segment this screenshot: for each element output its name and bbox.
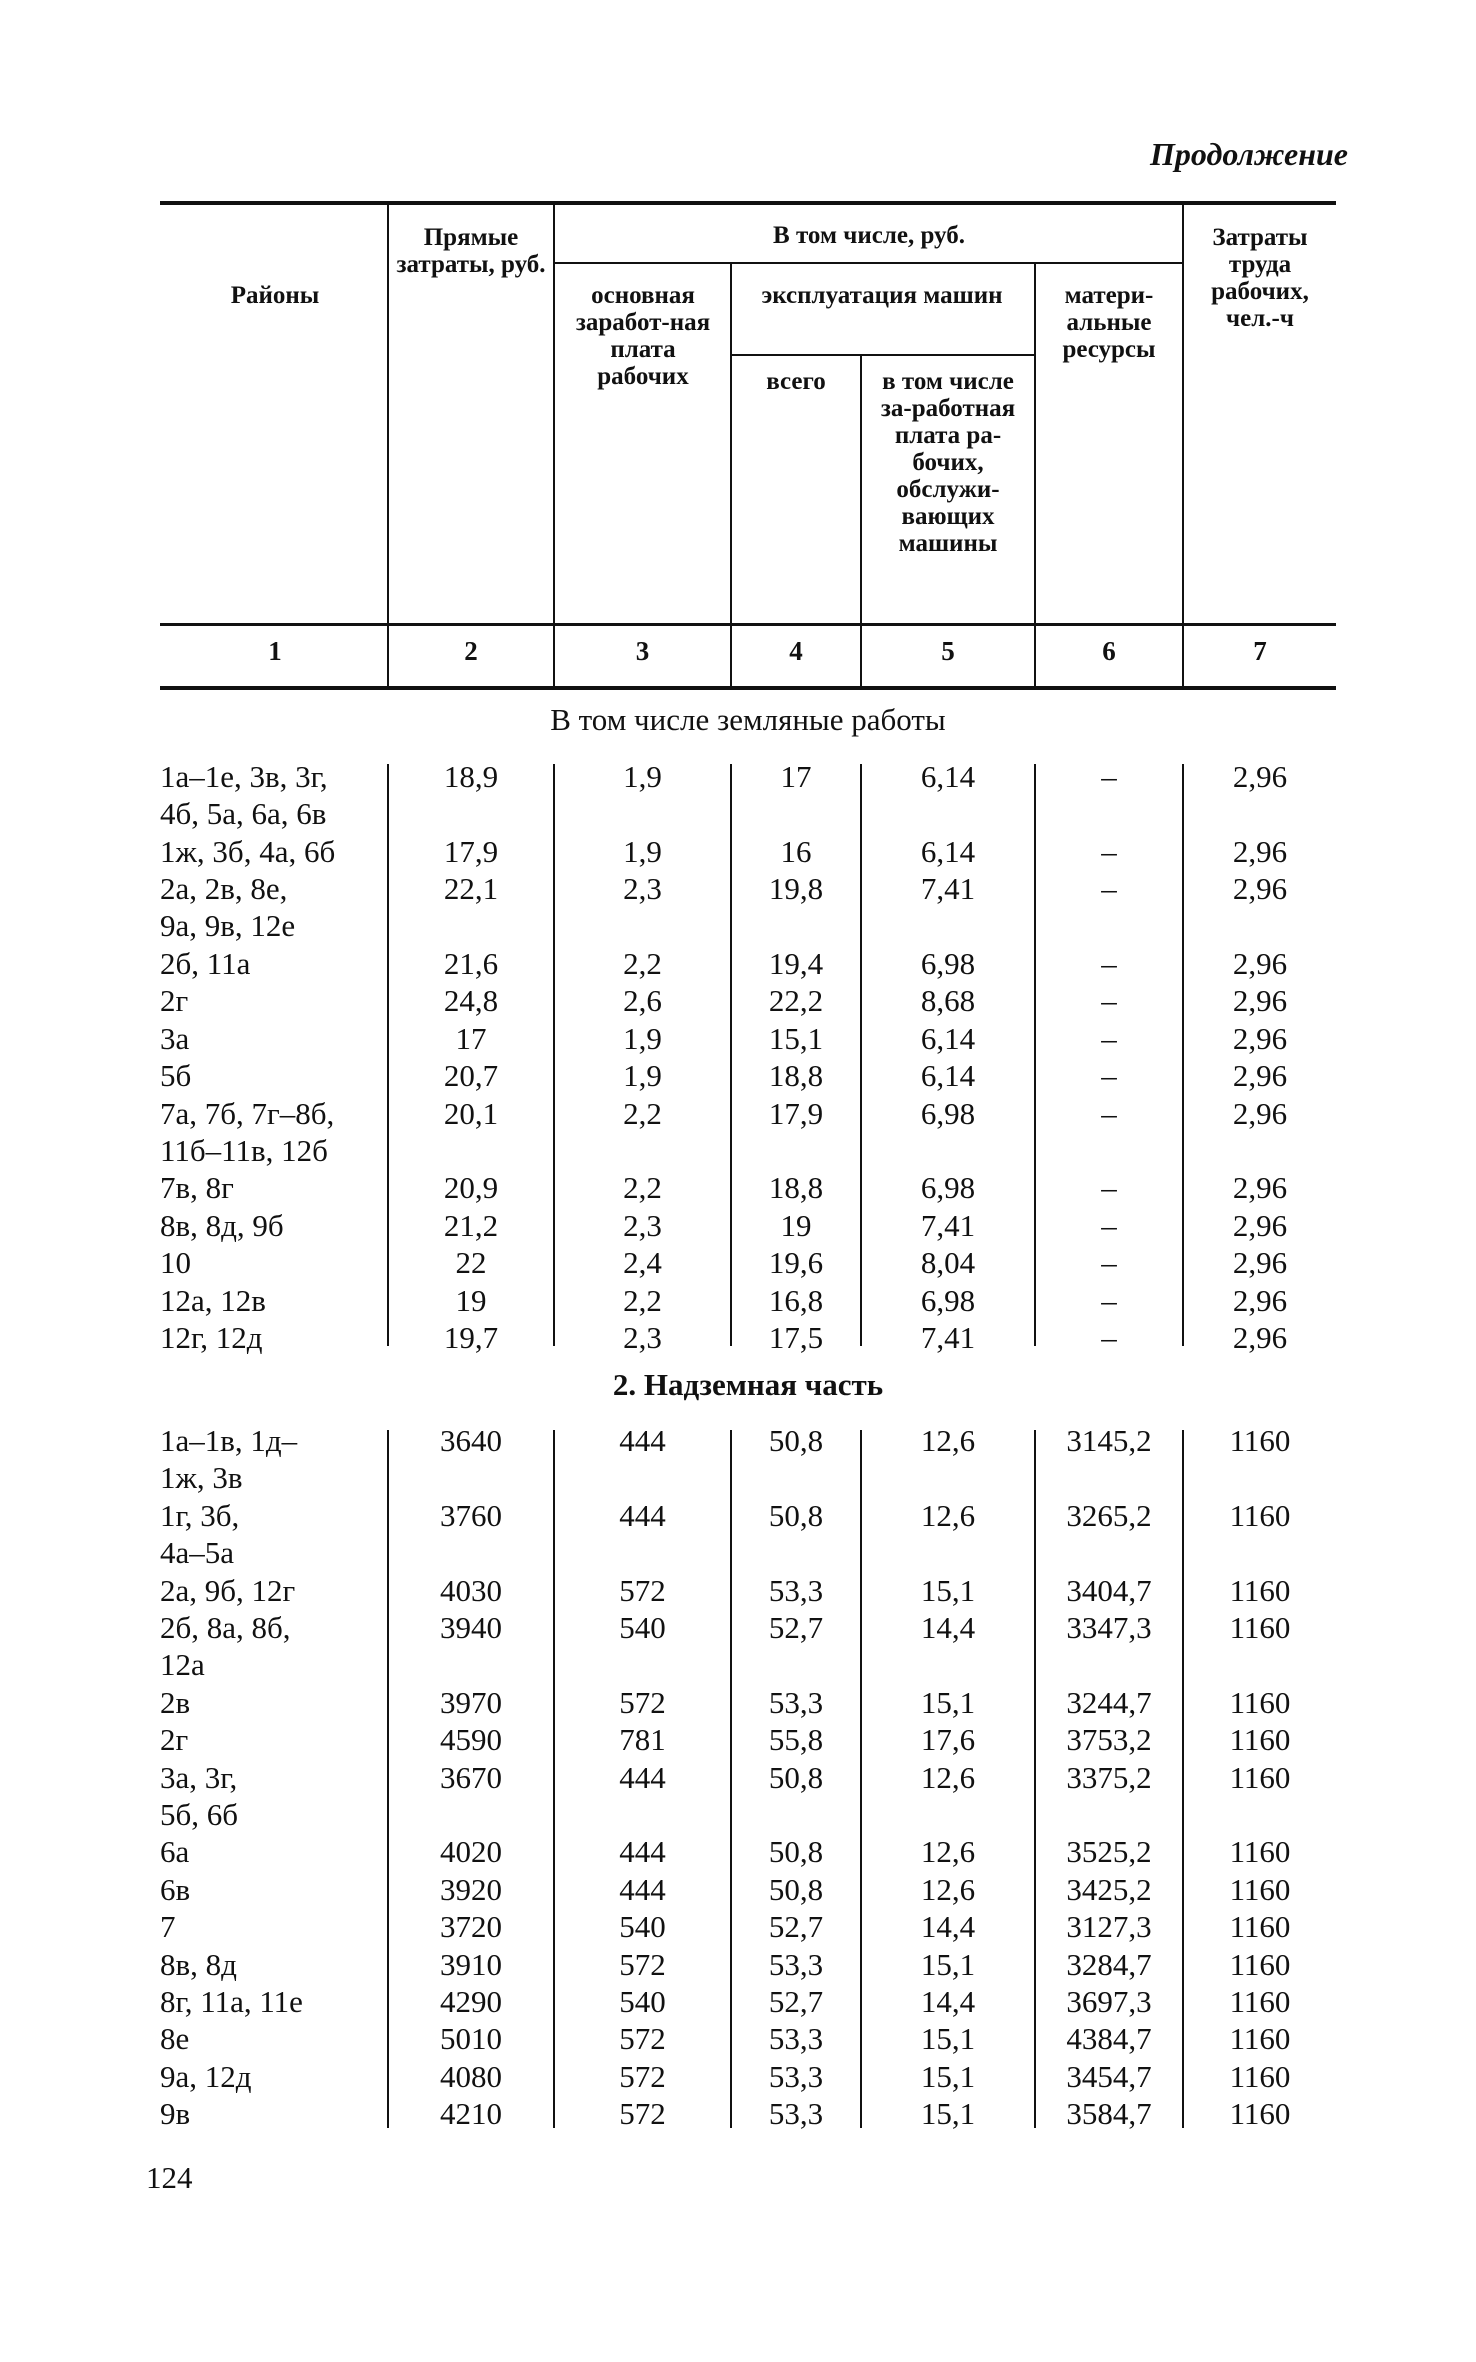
cell-materials: –	[1101, 1095, 1117, 1131]
cell-materials: 3265,2	[1066, 1497, 1152, 1533]
cell-district: 12а, 12в	[160, 1282, 266, 1318]
cell-district: 9а, 12д	[160, 2058, 252, 2094]
continuation-label: Продолжение	[1150, 136, 1348, 172]
cell-district: 7в, 8г	[160, 1170, 234, 1206]
cell-materials: 3697,3	[1066, 1984, 1152, 2019]
cell-materials: 3425,2	[1066, 1871, 1152, 1907]
cell-machine-total: 19,8	[768, 871, 824, 907]
cell-basic-wages: 2,2	[623, 946, 662, 981]
cell-materials: –	[1101, 1207, 1117, 1243]
cell-district: 2г	[160, 1722, 189, 1758]
cell-direct-costs: 3910	[440, 1946, 502, 1982]
cell-district: 8в, 8д	[160, 1946, 237, 1982]
cell-direct-costs: 20,1	[443, 1095, 499, 1131]
cell-basic-wages: 2,3	[623, 1320, 662, 1355]
cell-labor: 1160	[1229, 2021, 1291, 2057]
cell-labor: 1160	[1229, 1497, 1291, 1533]
cell-direct-costs: 4290	[440, 1984, 502, 2019]
cell-basic-wages: 572	[619, 1946, 666, 1982]
cell-materials: 3404,7	[1066, 1572, 1152, 1608]
cell-labor: 2,96	[1232, 1058, 1288, 1094]
cell-direct-costs: 3940	[440, 1610, 502, 1645]
cell-machine-total: 53,3	[768, 1572, 824, 1608]
header-including-wages: в том числе за-работная плата ра-бочих, обслужи-вающих машины	[880, 368, 1016, 557]
cell-labor: 1160	[1229, 1423, 1291, 1458]
cell-district: 5б	[160, 1058, 192, 1094]
cell-materials: –	[1101, 1020, 1117, 1056]
cell-district: 2а, 2в, 8е, 9а, 9в, 12е	[160, 871, 296, 944]
cell-basic-wages: 540	[619, 1984, 666, 2019]
cell-machine-total: 19,4	[768, 946, 824, 981]
cell-materials: 3584,7	[1066, 2096, 1152, 2132]
cell-labor: 2,96	[1232, 871, 1288, 907]
cell-labor: 2,96	[1232, 759, 1288, 794]
cell-basic-wages: 2,2	[623, 1282, 662, 1318]
cell-direct-costs: 18,9	[443, 759, 499, 794]
cell-direct-costs: 21,2	[443, 1207, 499, 1243]
header-machine-operation: эксплуатация машин	[761, 282, 1003, 309]
cell-district: 1а–1в, 1д– 1ж, 3в	[160, 1423, 298, 1495]
cell-machine-wages: 6,14	[920, 759, 976, 794]
cell-basic-wages: 1,9	[623, 759, 662, 794]
cell-direct-costs: 3640	[440, 1423, 502, 1458]
cell-basic-wages: 2,2	[623, 1095, 662, 1131]
cell-machine-wages: 7,41	[920, 1207, 976, 1243]
cell-basic-wages: 2,4	[623, 1245, 662, 1281]
cell-basic-wages: 2,3	[623, 871, 662, 907]
cell-labor: 1160	[1229, 1984, 1291, 2019]
cell-district: 12г, 12д	[160, 1320, 263, 1355]
header-basic-wages: основная заработ-ная плата рабочих	[575, 282, 711, 390]
cell-materials: –	[1101, 1245, 1117, 1281]
cell-machine-wages: 15,1	[920, 1946, 976, 1982]
header-direct-costs: Прямые затраты, руб.	[396, 224, 546, 278]
cell-direct-costs: 21,6	[443, 946, 499, 981]
cell-machine-total: 52,7	[768, 1909, 824, 1945]
cell-labor: 1160	[1229, 1834, 1291, 1870]
header-labor: Затраты труда рабочих, чел.-ч	[1211, 224, 1309, 332]
cell-basic-wages: 444	[619, 1759, 666, 1795]
cell-district: 2б, 11а	[160, 946, 251, 981]
cell-materials: 3454,7	[1066, 2058, 1152, 2094]
cell-labor: 2,96	[1232, 1095, 1288, 1131]
cell-machine-wages: 8,68	[920, 983, 976, 1019]
cell-machine-total: 22,2	[768, 983, 824, 1019]
header-materials: матери-альные ресурсы	[1062, 282, 1156, 363]
header-vline-1	[387, 203, 389, 688]
cell-machine-total: 19	[780, 1207, 812, 1243]
cell-district: 2в	[160, 1684, 191, 1720]
cell-direct-costs: 3670	[440, 1759, 502, 1795]
cell-basic-wages: 444	[619, 1497, 666, 1533]
cell-basic-wages: 572	[619, 2058, 666, 2094]
cell-direct-costs: 4080	[440, 2058, 502, 2094]
cell-machine-total: 53,3	[768, 2021, 824, 2057]
cell-labor: 2,96	[1232, 1207, 1288, 1243]
cell-machine-wages: 6,14	[920, 833, 976, 869]
cell-materials: –	[1101, 946, 1117, 981]
cell-district: 7а, 7б, 7г–8б, 11б–11в, 12б	[160, 1095, 335, 1168]
cell-basic-wages: 572	[619, 2021, 666, 2057]
cell-machine-total: 15,1	[768, 1020, 824, 1056]
cell-machine-wages: 12,6	[920, 1497, 976, 1533]
cell-direct-costs: 20,7	[443, 1058, 499, 1094]
cell-labor: 2,96	[1232, 1170, 1288, 1206]
cell-basic-wages: 444	[619, 1871, 666, 1907]
cell-labor: 2,96	[1232, 983, 1288, 1019]
cell-direct-costs: 3970	[440, 1684, 502, 1720]
cell-direct-costs: 19,7	[443, 1320, 499, 1355]
header-vline-2	[553, 203, 555, 688]
cell-basic-wages: 572	[619, 1572, 666, 1608]
column-number: 1	[268, 636, 282, 666]
cell-materials: 3127,3	[1066, 1909, 1152, 1945]
cell-machine-wages: 15,1	[920, 2058, 976, 2094]
cell-basic-wages: 1,9	[623, 1020, 662, 1056]
cell-district: 8е	[160, 2021, 190, 2057]
cell-district: 1а–1е, 3в, 3г, 4б, 5а, 6а, 6в	[160, 759, 328, 831]
cell-labor: 1160	[1229, 1759, 1291, 1795]
cell-district: 10	[160, 1245, 191, 1281]
cell-direct-costs: 22,1	[443, 871, 499, 907]
including-rule	[554, 262, 1184, 264]
cell-direct-costs: 22	[455, 1245, 487, 1281]
cell-materials: 4384,7	[1066, 2021, 1152, 2057]
cell-machine-total: 18,8	[768, 1058, 824, 1094]
cell-machine-total: 18,8	[768, 1170, 824, 1206]
cell-basic-wages: 2,6	[623, 983, 662, 1019]
cell-basic-wages: 444	[619, 1423, 666, 1458]
cell-labor: 2,96	[1232, 946, 1288, 981]
cell-machine-wages: 6,98	[920, 946, 976, 981]
cell-district: 2а, 9б, 12г	[160, 1572, 296, 1608]
cell-machine-total: 53,3	[768, 1946, 824, 1982]
cell-materials: –	[1101, 1170, 1117, 1206]
cell-district: 8в, 8д, 9б	[160, 1207, 284, 1243]
column-number: 3	[635, 636, 650, 666]
section-title-earthworks: В том числе земляные работы	[550, 702, 946, 737]
cell-direct-costs: 5010	[440, 2021, 502, 2057]
cell-materials: 3244,7	[1066, 1684, 1152, 1720]
cell-machine-wages: 6,14	[920, 1020, 976, 1056]
cell-materials: –	[1101, 759, 1117, 794]
cell-basic-wages: 2,3	[623, 1207, 662, 1243]
cell-labor: 1160	[1229, 1722, 1291, 1758]
cell-district: 7	[160, 1909, 176, 1945]
cell-materials: –	[1101, 1320, 1117, 1355]
cell-materials: –	[1101, 833, 1117, 869]
cell-labor: 2,96	[1232, 1282, 1288, 1318]
cell-direct-costs: 20,9	[443, 1170, 499, 1206]
cell-district: 3а	[160, 1020, 190, 1056]
cell-materials: 3347,3	[1066, 1610, 1152, 1645]
cell-labor: 2,96	[1232, 1245, 1288, 1281]
cell-basic-wages: 781	[619, 1722, 666, 1758]
cell-machine-total: 16,8	[768, 1282, 824, 1318]
cell-district: 6в	[160, 1871, 191, 1907]
cell-labor: 1160	[1229, 1684, 1291, 1720]
cell-machine-wages: 12,6	[920, 1423, 976, 1458]
cell-machine-total: 17	[780, 759, 812, 794]
header-vline-3	[730, 262, 732, 688]
cell-machine-wages: 8,04	[920, 1245, 976, 1281]
header-vline-6	[1182, 203, 1184, 688]
cell-direct-costs: 4030	[440, 1572, 502, 1608]
cell-basic-wages: 572	[619, 2096, 666, 2132]
cell-labor: 1160	[1229, 1871, 1291, 1907]
cell-basic-wages: 1,9	[623, 833, 662, 869]
cell-machine-total: 52,7	[768, 1610, 824, 1645]
header-total: всего	[766, 368, 826, 395]
column-number: 4	[789, 636, 803, 666]
cell-district: 2г	[160, 983, 189, 1019]
cell-materials: –	[1101, 1282, 1117, 1318]
cell-labor: 1160	[1229, 2096, 1291, 2132]
cell-labor: 1160	[1229, 1946, 1291, 1982]
cell-direct-costs: 4210	[440, 2096, 502, 2132]
cell-direct-costs: 3720	[440, 1909, 502, 1945]
cell-materials: –	[1101, 871, 1117, 907]
cell-machine-wages: 12,6	[920, 1834, 976, 1870]
cell-direct-costs: 4590	[440, 1722, 502, 1758]
cell-machine-wages: 6,14	[920, 1058, 976, 1094]
cell-machine-wages: 15,1	[920, 1684, 976, 1720]
cell-labor: 1160	[1229, 1909, 1291, 1945]
header-vline-5	[1034, 262, 1036, 688]
cell-machine-total: 17,5	[768, 1320, 824, 1355]
cell-machine-total: 17,9	[768, 1095, 824, 1131]
cell-direct-costs: 19	[455, 1282, 487, 1318]
column-number: 7	[1253, 636, 1267, 666]
cell-machine-wages: 6,98	[920, 1170, 976, 1206]
cell-district: 6а	[160, 1834, 190, 1870]
cell-materials: –	[1101, 1058, 1117, 1094]
cell-district: 9в	[160, 2096, 191, 2132]
column-number: 5	[941, 636, 955, 666]
cell-machine-total: 50,8	[768, 1834, 824, 1870]
cell-machine-total: 19,6	[768, 1245, 824, 1281]
cell-materials: 3145,2	[1066, 1423, 1152, 1458]
cell-machine-total: 55,8	[768, 1722, 824, 1758]
cell-materials: –	[1101, 983, 1117, 1019]
cell-labor: 1160	[1229, 1610, 1291, 1645]
cell-direct-costs: 17,9	[443, 833, 499, 869]
cell-labor: 2,96	[1232, 833, 1288, 869]
cell-machine-total: 16	[780, 833, 812, 869]
machine-rule	[730, 354, 1034, 356]
cell-basic-wages: 540	[619, 1610, 666, 1645]
cell-machine-total: 53,3	[768, 2058, 824, 2094]
cell-materials: 3284,7	[1066, 1946, 1152, 1982]
cell-labor: 1160	[1229, 1572, 1291, 1608]
colnum-bottom-rule	[160, 686, 1336, 690]
cell-machine-total: 53,3	[768, 1684, 824, 1720]
header-bottom-rule	[160, 623, 1336, 626]
header-including: В том числе, руб.	[773, 222, 965, 249]
cell-labor: 2,96	[1232, 1320, 1288, 1355]
cell-machine-wages: 15,1	[920, 2021, 976, 2057]
cell-materials: 3753,2	[1066, 1722, 1152, 1758]
cell-basic-wages: 540	[619, 1909, 666, 1945]
cell-direct-costs: 4020	[440, 1834, 502, 1870]
section-title-aboveground: 2. Надземная часть	[612, 1367, 884, 1402]
cell-machine-total: 53,3	[768, 2096, 824, 2132]
cell-basic-wages: 2,2	[623, 1170, 662, 1206]
page-number: 124	[146, 2160, 193, 2195]
cell-machine-wages: 6,98	[920, 1095, 976, 1131]
cell-district: 1ж, 3б, 4а, 6б	[160, 833, 336, 869]
table-top-rule	[160, 201, 1336, 205]
cell-machine-wages: 6,98	[920, 1282, 976, 1318]
cell-district: 2б, 8а, 8б, 12а	[160, 1610, 291, 1682]
header-district: Районы	[230, 282, 320, 309]
cell-direct-costs: 3760	[440, 1497, 502, 1533]
cell-machine-wages: 12,6	[920, 1759, 976, 1795]
cell-machine-wages: 7,41	[920, 871, 976, 907]
cell-materials: 3375,2	[1066, 1759, 1152, 1795]
cell-district: 8г, 11а, 11е	[160, 1984, 303, 2019]
cell-district: 1г, 3б, 4а–5а	[160, 1497, 240, 1570]
cell-machine-total: 50,8	[768, 1871, 824, 1907]
cell-machine-wages: 7,41	[920, 1320, 976, 1355]
cell-district: 3а, 3г, 5б, 6б	[160, 1759, 239, 1832]
cell-machine-wages: 14,4	[920, 1610, 976, 1645]
cell-direct-costs: 24,8	[443, 983, 499, 1019]
cell-basic-wages: 572	[619, 1684, 666, 1720]
cell-labor: 1160	[1229, 2058, 1291, 2094]
cell-machine-wages: 14,4	[920, 1984, 976, 2019]
cell-machine-wages: 17,6	[920, 1722, 976, 1758]
column-number: 2	[464, 636, 478, 666]
cell-machine-wages: 15,1	[920, 1572, 976, 1608]
cell-machine-total: 50,8	[768, 1497, 824, 1533]
cell-machine-wages: 14,4	[920, 1909, 976, 1945]
cell-basic-wages: 1,9	[623, 1058, 662, 1094]
cell-machine-total: 50,8	[768, 1423, 824, 1458]
cell-machine-total: 52,7	[768, 1984, 824, 2019]
cell-labor: 2,96	[1232, 1020, 1288, 1056]
cell-direct-costs: 17	[455, 1020, 487, 1056]
cell-machine-wages: 15,1	[920, 2096, 976, 2132]
cell-machine-total: 50,8	[768, 1759, 824, 1795]
cell-machine-wages: 12,6	[920, 1871, 976, 1907]
cell-materials: 3525,2	[1066, 1834, 1152, 1870]
cell-basic-wages: 444	[619, 1834, 666, 1870]
cell-direct-costs: 3920	[440, 1871, 502, 1907]
column-number: 6	[1102, 636, 1116, 666]
